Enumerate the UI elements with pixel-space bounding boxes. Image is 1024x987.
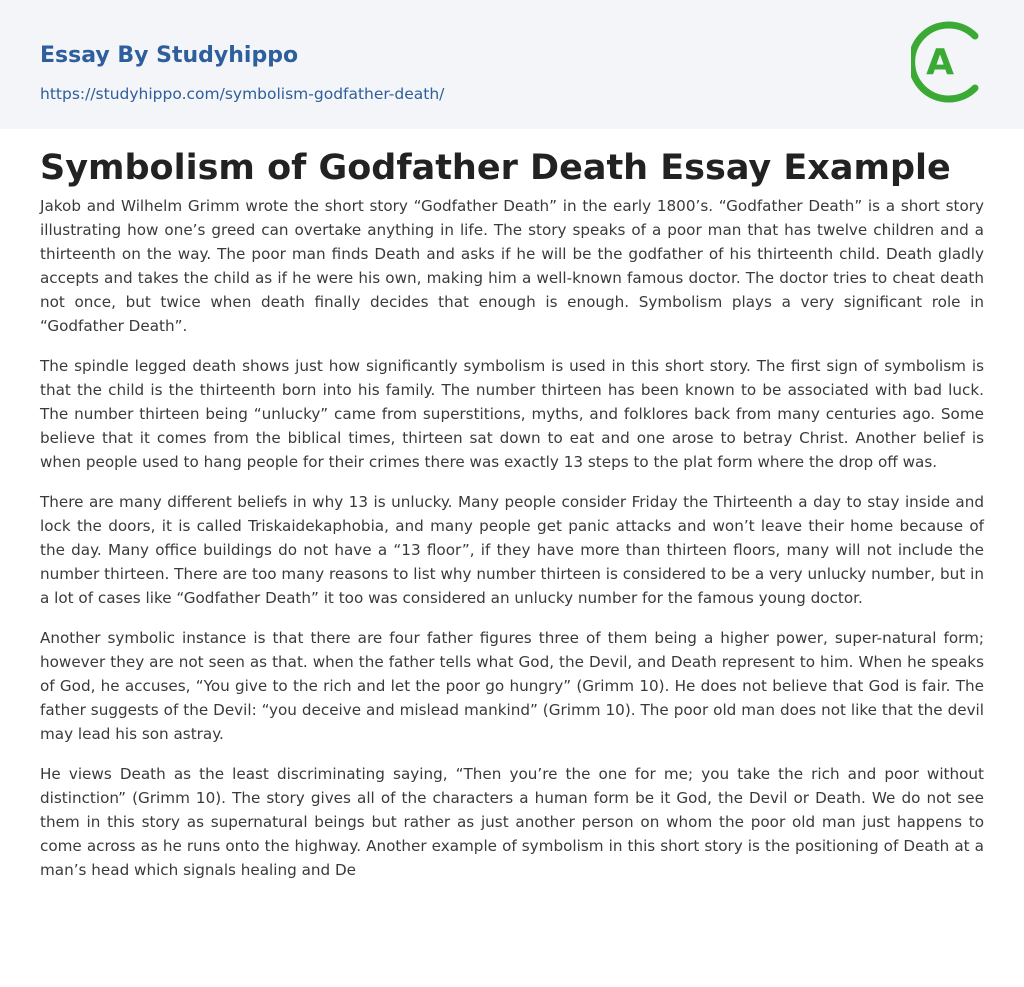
studyhippo-logo-icon[interactable] [911, 18, 987, 106]
brand-title[interactable]: Essay By Studyhippo [40, 43, 299, 68]
essay-paragraph-5: He views Death as the least discriminating saying, “Then you’re the one for me; you take the rich and poor without distinction” (Grimm 10). The story gives all of the characters a human form be it God, the Devil or Death. We do not see them in this story as supernatural beings but rather as just another person on whom the poor old man just happens to come across as he runs onto the highway. Another example of symbolism in this short story is the positioning of Death at a man’s head which signals healing and De [40, 765, 984, 879]
essay-url-link[interactable]: https://studyhippo.com/symbolism-godfather-death/ [40, 85, 445, 103]
essay-paragraph-3: There are many different beliefs in why 13 is unlucky. Many people consider Friday the Thirteenth a day to stay inside and lock the doors, it is called Triskaidekaphobia, and many people get panic attacks and won’t leave their home because of the day. Many office buildings do not have a “13 floor”, if they have more than thirteen floors, many will not include the number thirteen. There are too many reasons to list why number thirteen is considered to be a very unlucky number, but in a lot of cases like “Godfather Death” it too was considered an unlucky number for the famous young doctor. [40, 493, 984, 607]
site-header [0, 0, 1024, 129]
essay-paragraph-2: The spindle legged death shows just how significantly symbolism is used in this short story. The first sign of symbolism is that the child is the thirteenth born into his family. The number thirteen has been known to be associated with bad luck. The number thirteen being “unlucky” came from superstitions, myths, and folklores back from many centuries ago. Some believe that it comes from the biblical times, thirteen sat down to eat and one arose to betray Christ. Another belief is when people used to hang people for their crimes there was exactly 13 steps to the plat form where the drop off was. [40, 357, 984, 471]
essay-paragraph-1: Jakob and Wilhelm Grimm wrote the short story “Godfather Death” in the early 1800’s. “Godfather Death” is a short story illustrating how one’s greed can overtake anything in life. The story speaks of a poor man that has twelve children and a thirteenth on the way. The poor man finds Death and asks if he will be the godfather of his thirteenth child. Death gladly accepts and takes the child as if he were his own, making him a well-known famous doctor. The doctor tries to cheat death not once, but twice when death finally decides that enough is enough. Symbolism plays a very significant role in “Godfather Death”. [40, 197, 984, 335]
essay-body [40, 194, 984, 898]
logo-letter: A [926, 42, 954, 83]
essay-title: Symbolism of Godfather Death Essay Example [40, 148, 951, 188]
essay-paragraph-4: Another symbolic instance is that there are four father figures three of them being a higher power, super-natural form; however they are not seen as that. when the father tells what God, the Devil, and Death represent to him. When he speaks of God, he accuses, “You give to the rich and let the poor go hungry” (Grimm 10). He does not believe that God is fair. The father suggests of the Devil: “you deceive and mislead mankind” (Grimm 10). The poor old man does not like that the devil may lead his son astray. [40, 629, 984, 743]
